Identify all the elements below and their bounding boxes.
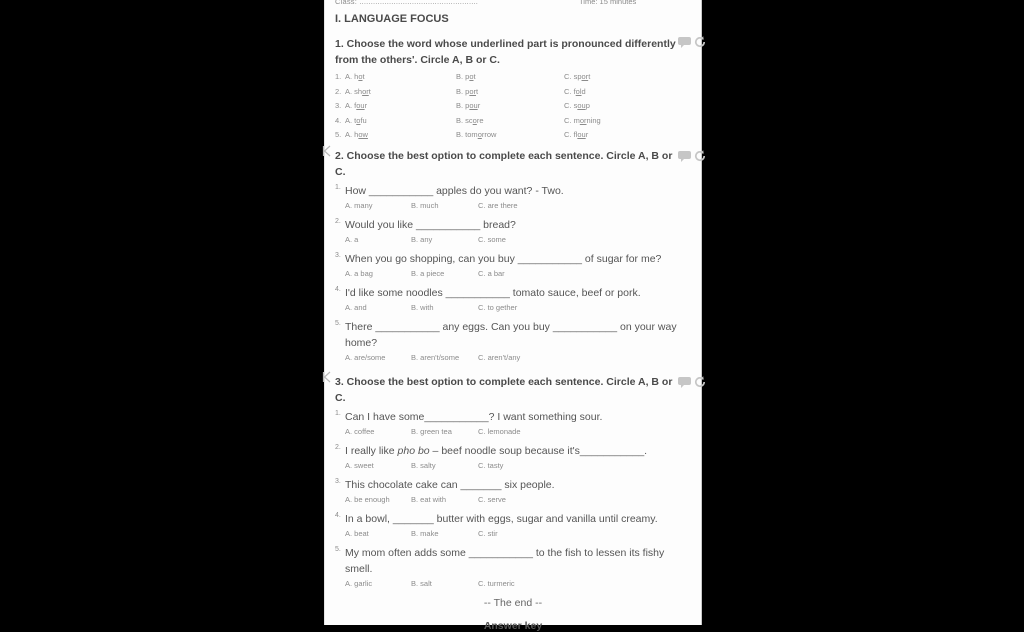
underlined-part: ou [577, 130, 586, 139]
pronunciation-option: C. fold [564, 86, 586, 96]
sentence-text: How ___________ apples do you want? - Two. [345, 185, 564, 197]
comment-icon[interactable] [678, 37, 691, 48]
pronunciation-option: B. score [456, 115, 484, 125]
answer-option: C. tasty [478, 461, 504, 470]
pronunciation-option: C. morning [564, 115, 601, 125]
sentence-text: I really like [345, 445, 398, 457]
question [335, 477, 691, 504]
underlined-part: o [469, 72, 474, 81]
answer-options [345, 529, 691, 538]
comment-icon[interactable] [678, 377, 691, 388]
underlined-part: or [581, 72, 589, 81]
answer-option: B. salty [411, 461, 436, 470]
underlined-part: ou [469, 101, 478, 110]
question-sentence [345, 285, 691, 301]
answer-option: A. sweet [345, 461, 374, 470]
underlined-part: ou [356, 101, 365, 110]
question-sentence [345, 217, 691, 233]
question [335, 443, 691, 470]
section3-title: 3. Choose the best option to complete each sentence. Circle A, B or C. [335, 376, 673, 404]
sentence-text: In a bowl, _______ butter with eggs, sugar and vanilla until creamy. [345, 513, 658, 525]
answer-options [345, 579, 691, 588]
refresh-icon[interactable] [694, 150, 706, 162]
section1-annotations [678, 36, 706, 48]
section3-annotations [678, 376, 706, 388]
pronunciation-option: A. tofu [345, 115, 367, 125]
left-margin-marker-icon[interactable] [322, 146, 331, 156]
language-focus-title: I. LANGUAGE FOCUS [335, 13, 449, 25]
pronunciation-option: C. soup [564, 101, 590, 110]
answer-option: B. eat with [411, 495, 447, 504]
pronunciation-option: C. sport [564, 72, 591, 81]
question-number: 2. [335, 444, 341, 451]
italic-phrase: pho bo [397, 445, 430, 457]
pronunciation-row [335, 101, 601, 110]
answer-options [345, 269, 691, 278]
answer-option: A. garlic [345, 579, 373, 588]
row-number: 4. [335, 115, 342, 125]
pronunciation-option: A. short [345, 86, 371, 96]
answer-option: B. a piece [411, 269, 445, 278]
row-number: 5. [335, 130, 342, 139]
answer-option: A. many [345, 201, 373, 210]
pronunciation-option: B. port [456, 86, 479, 96]
question-sentence [345, 183, 691, 199]
underlined-part: o [358, 72, 363, 81]
sentence-text: Would you like ___________ bread? [345, 219, 516, 231]
answer-options [345, 235, 691, 244]
question-number: 3. [335, 478, 341, 485]
row-number: 3. [335, 101, 342, 110]
sentence-text: – beef noodle soup because it's___________. [429, 445, 648, 457]
answer-option: B. any [411, 235, 433, 244]
answer-option: B. aren't/some [411, 353, 460, 362]
question [335, 217, 691, 244]
pronunciation-option: B. pour [456, 101, 481, 110]
answer-option: C. aren't/any [478, 353, 521, 362]
document-header [335, 0, 697, 9]
underlined-part: o [477, 130, 482, 139]
question-number: 5. [335, 320, 341, 327]
question-sentence [345, 477, 691, 493]
sentence-text: When you go shopping, can you buy ___________ of sugar for me? [345, 253, 662, 265]
pronunciation-option: C. flour [564, 130, 589, 139]
refresh-icon[interactable] [694, 376, 706, 388]
section2-questions [335, 183, 691, 369]
answer-option: C. a bar [478, 269, 505, 278]
question-sentence [345, 545, 691, 577]
answer-option: C. turmeric [478, 579, 515, 588]
answer-option: A. beat [345, 529, 369, 538]
answer-options [345, 495, 691, 504]
sentence-text: There ___________ any eggs. Can you buy ___________ on your way home? [345, 321, 677, 349]
pronunciation-option: A. how [345, 130, 368, 139]
question [335, 511, 691, 538]
question-sentence [345, 409, 691, 425]
question [335, 183, 691, 210]
clipped-bottom-line: Answer key [483, 620, 543, 632]
answer-options [345, 303, 691, 312]
answer-option: C. serve [478, 495, 506, 504]
pronunciation-option: A. hot [345, 72, 365, 81]
question-sentence [345, 251, 691, 267]
row-number: 2. [335, 86, 342, 96]
question-number: 4. [335, 512, 341, 519]
answer-options [345, 353, 691, 362]
underlined-part: ol [575, 86, 582, 96]
answer-option: B. green tea [411, 427, 452, 436]
pronunciation-row [335, 116, 601, 125]
comment-icon[interactable] [678, 151, 691, 162]
answer-option: B. much [411, 201, 439, 210]
question-number: 1. [335, 410, 341, 417]
answer-option: B. make [411, 529, 439, 538]
section2-title: 2. Choose the best option to complete each sentence. Circle A, B or C. [335, 150, 673, 178]
question [335, 285, 691, 312]
question-number: 5. [335, 546, 341, 553]
question-sentence [345, 319, 691, 351]
question-sentence [345, 443, 691, 459]
time-field: Time: 15 minutes [579, 0, 637, 6]
answer-options [345, 427, 691, 436]
answer-option: B. with [411, 303, 434, 312]
pronunciation-row [335, 130, 601, 139]
answer-options [345, 461, 691, 470]
class-field: Class: .................................................... [335, 0, 479, 6]
underlined-part: or [469, 86, 477, 96]
question-number: 4. [335, 286, 341, 293]
answer-option: A. be enough [345, 495, 390, 504]
answer-option: C. are there [478, 201, 518, 210]
question [335, 251, 691, 278]
sentence-text: I'd like some noodles ___________ tomato sauce, beef or pork. [345, 287, 641, 299]
sentence-text: My mom often adds some ___________ to the fish to lessen its fishy smell. [345, 547, 665, 575]
answer-option: A. and [345, 303, 367, 312]
pronunciation-row [335, 72, 601, 81]
answer-option: B. salt [411, 579, 432, 588]
document-page [324, 0, 702, 632]
answer-options [345, 201, 691, 210]
left-margin-marker-icon[interactable] [322, 372, 331, 382]
pronunciation-row [335, 87, 601, 96]
answer-option: A. are/some [345, 353, 386, 362]
sentence-text: Can I have some___________? I want something sour. [345, 411, 603, 423]
section1-title: 1. Choose the word whose underlined part is pronounced differently from the others'. Circle A, B or C. [335, 38, 676, 66]
underlined-part: ow [358, 130, 368, 139]
pronunciation-option: A. four [345, 101, 368, 110]
question-number: 2. [335, 218, 341, 225]
underlined-part: or [579, 115, 587, 125]
question [335, 545, 691, 588]
pronunciation-option: B. tomorrow [456, 130, 497, 139]
sentence-text: This chocolate cake can _______ six people. [345, 479, 555, 491]
question-number: 3. [335, 252, 341, 259]
answer-option: C. stir [478, 529, 498, 538]
section1-pronunciation-table [335, 72, 601, 139]
answer-option: C. to gether [478, 303, 518, 312]
underlined-part: or [362, 86, 369, 96]
underlined-part: o [472, 115, 477, 125]
the-end-line: -- The end -- [483, 597, 543, 609]
answer-option: C. some [478, 235, 506, 244]
section2-annotations [678, 150, 706, 162]
underlined-part: ou [577, 101, 586, 110]
answer-option: A. a [345, 235, 359, 244]
answer-option: A. coffee [345, 427, 375, 436]
row-number: 1. [335, 72, 342, 81]
answer-option: A. a bag [345, 269, 373, 278]
question-number: 1. [335, 184, 341, 191]
question-sentence [345, 511, 691, 527]
question [335, 409, 691, 436]
underlined-part: o [356, 115, 361, 125]
refresh-icon[interactable] [694, 36, 706, 48]
question [335, 319, 691, 362]
section3-questions [335, 409, 691, 595]
pronunciation-option: B. pot [456, 72, 476, 81]
answer-option: C. lemonade [478, 427, 521, 436]
